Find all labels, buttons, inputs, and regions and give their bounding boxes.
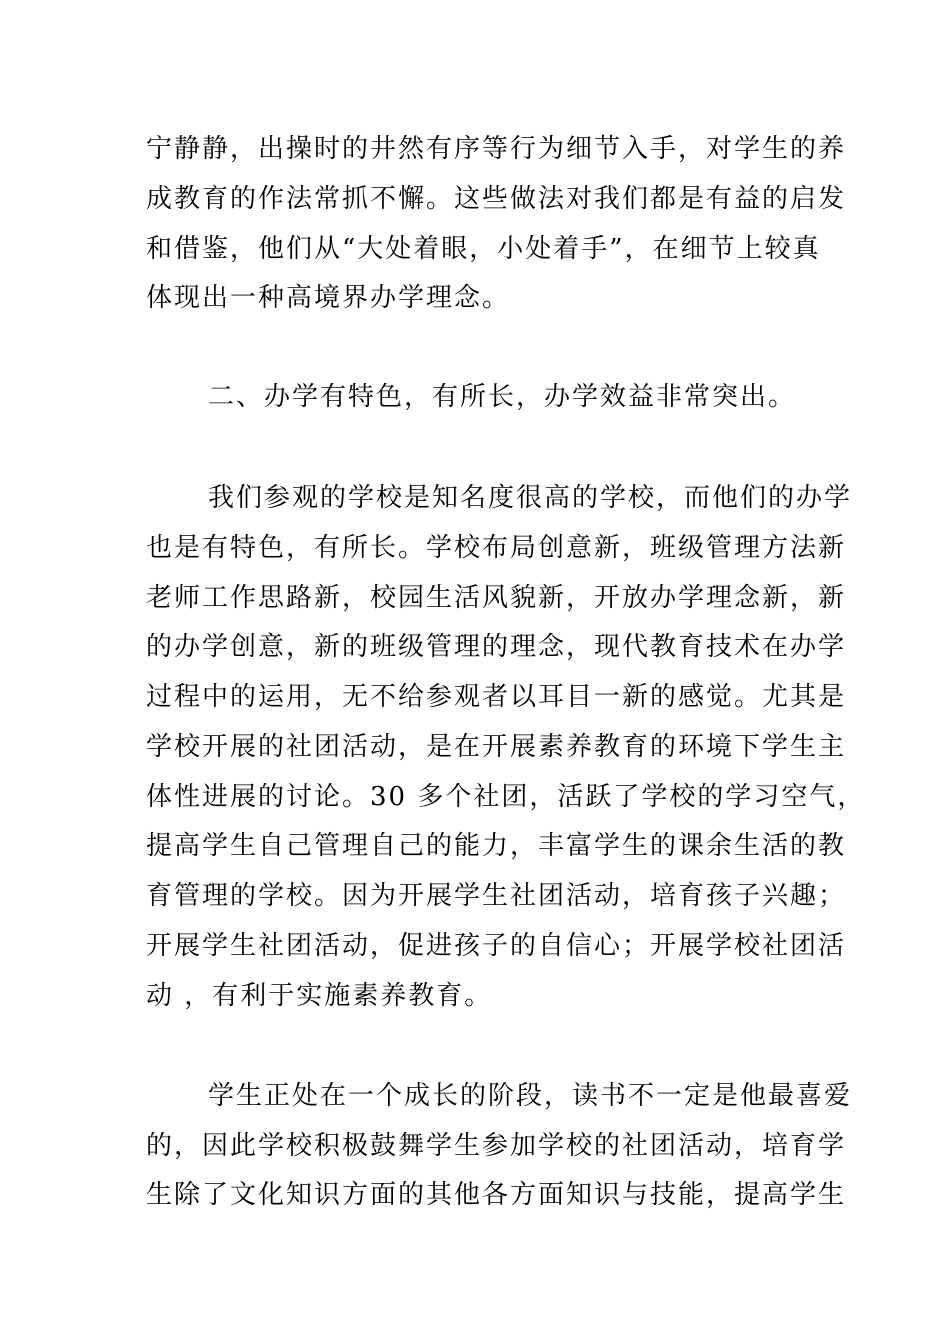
text-line: 体性进展的讨论。30 多个社团，活跃了学校的学习空气， (146, 782, 866, 812)
text-line: 体现出一种高境界办学理念。 (146, 283, 511, 313)
text-line: 我们参观的学校是知名度很高的学校，而他们的办学 (208, 483, 853, 513)
text-line: 生除了文化知识方面的其他各方面知识与技能，提高学生 (146, 1180, 847, 1210)
text-line: 宁静静，出操时的井然有序等行为细节入手，对学生的养 (146, 134, 847, 164)
text-line: 开展学生社团活动，促进孩子的自信心；开展学校社团活 (146, 931, 847, 961)
text-line: 育管理的学校。因为开展学生社团活动，培育孩子兴趣； (146, 881, 847, 911)
text-line: 老师工作思路新，校园生活风貌新，开放办学理念新，新 (146, 583, 847, 613)
text-line: 的，因此学校积极鼓舞学生参加学校的社团活动，培育学 (146, 1131, 847, 1161)
text-line: 和借鉴，他们从“大处着眼，小处着手”，在细节上较真 (146, 234, 821, 264)
text-line: 过程中的运用，无不给参观者以耳目一新的感觉。尤其是 (146, 682, 847, 712)
text-line: 学校开展的社团活动，是在开展素养教育的环境下学生主 (146, 732, 847, 762)
section-heading: 二、办学有特色，有所长，办学效益非常突出。 (208, 382, 797, 412)
text-line: 的办学创意，新的班级管理的理念，现代教育技术在办学 (146, 632, 847, 662)
text-line: 提高学生自己管理自己的能力，丰富学生的课余生活的教 (146, 831, 847, 861)
text-line: 动 ，有利于实施素养教育。 (146, 981, 493, 1011)
text-line: 也是有特色，有所长。学校布局创意新，班级管理方法新 (146, 533, 847, 563)
text-line: 成教育的作法常抓不懈。这些做法对我们都是有益的启发 (146, 184, 847, 214)
text-line: 学生正处在一个成长的阶段，读书不一定是他最喜爱 (208, 1081, 853, 1111)
